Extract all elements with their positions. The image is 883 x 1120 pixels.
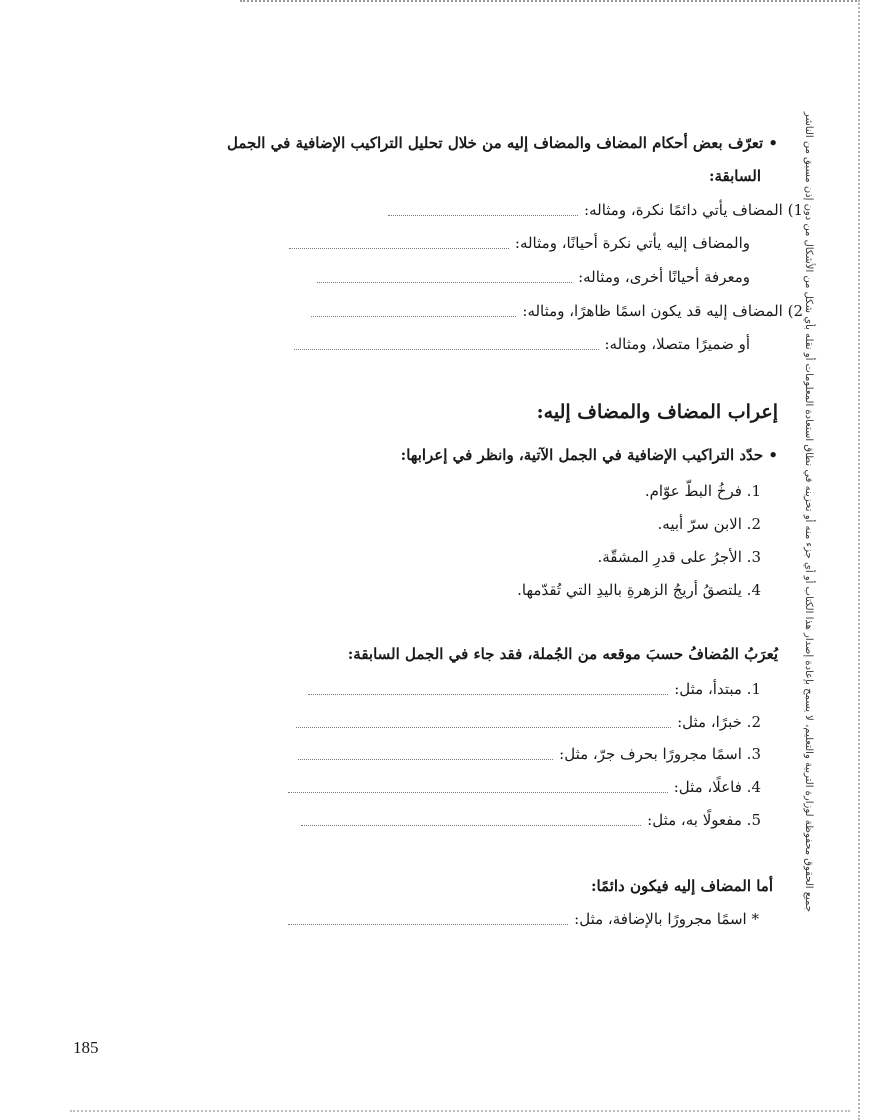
rule-1-c: [317, 266, 750, 288]
rule-1-b-text: والمضاف إليه يأتي نكرة أحيانًا، ومثاله:: [514, 234, 750, 252]
answer-blank[interactable]: [298, 751, 553, 760]
rule-2-b: [294, 333, 751, 355]
section-heading-mudaf-ilayh: أما المضاف إليه فيكون دائمًا:: [590, 877, 773, 895]
case-text: 5. مفعولًا به، مثل:: [647, 811, 761, 829]
case-item: [298, 743, 761, 765]
copyright-side-note: جميع الحقوق محفوظة لوزارة التربية والتعليم، لا يسمح بإعادة إصدار هذا الكتاب أو أي جزء منه أو تخزينه في نطاق استعادة المعلومات أو نقله بأي شكل من الأشكال من دون إذن مسبق من الناشر: [803, 111, 814, 912]
mudaf-ilayh-item: [288, 908, 759, 930]
case-item: [296, 711, 761, 733]
answer-blank[interactable]: [288, 784, 668, 793]
answer-blank[interactable]: [308, 686, 668, 695]
sentence-item: 3. الأجرُ على قدرِ المشقّة.: [597, 548, 761, 566]
case-text: 4. فاعلًا، مثل:: [673, 778, 761, 796]
intro-line-2: السابقة:: [708, 167, 761, 185]
rule-1-text: 1) المضاف يأتي دائمًا نكرة، ومثاله:: [584, 201, 803, 219]
case-item: [288, 776, 761, 798]
case-item: [301, 809, 761, 831]
sentence-item: 1. فرخُ البطّ عوّام.: [644, 482, 761, 500]
answer-blank[interactable]: [317, 274, 572, 283]
case-text: 1. مبتدأ، مثل:: [674, 680, 761, 698]
answer-blank[interactable]: [289, 240, 509, 249]
case-text: 3. اسمًا مجرورًا بحرف جرّ، مثل:: [559, 745, 761, 763]
section-heading-mudaf: يُعرَبُ المُضافُ حسبَ موقعه من الجُملة، فقد جاء في الجمل السابقة:: [347, 645, 778, 663]
rule-1-c-text: ومعرفة أحيانًا أخرى، ومثاله:: [578, 268, 750, 286]
case-text: 2. خبرًا، مثل:: [677, 713, 761, 731]
sentence-item: 2. الابن سرّ أبيه.: [657, 515, 761, 533]
page-number: 185: [73, 1038, 99, 1057]
rule-1-b: [289, 232, 750, 254]
sentence-item: 4. يلتصقُ أريجُ الزهرةِ باليدِ التي تُقدّمها.: [517, 581, 761, 599]
section-heading-i3rab: إعراب المضاف والمضاف إليه:: [536, 401, 778, 423]
answer-blank[interactable]: [301, 817, 641, 826]
answer-blank[interactable]: [296, 719, 671, 728]
rule-1: [388, 199, 803, 221]
rule-2: [311, 300, 803, 322]
instruction-line: • حدّد التراكيب الإضافية في الجمل الآتية، وانظر في إعرابها:: [400, 446, 778, 464]
intro-line-1: • تعرّف بعض أحكام المضاف والمضاف إليه من خلال تحليل التراكيب الإضافية في الجمل: [227, 134, 778, 152]
answer-blank[interactable]: [288, 916, 568, 925]
answer-blank[interactable]: [311, 308, 516, 317]
rule-2-b-text: أو ضميرًا متصلا، ومثاله:: [604, 335, 750, 353]
answer-blank[interactable]: [294, 341, 599, 350]
rule-2-text: 2) المضاف إليه قد يكون اسمًا ظاهرًا، ومثاله:: [522, 302, 803, 320]
case-item: [308, 678, 761, 700]
mudaf-ilayh-text: * اسمًا مجرورًا بالإضافة، مثل:: [574, 910, 759, 928]
answer-blank[interactable]: [388, 207, 578, 216]
